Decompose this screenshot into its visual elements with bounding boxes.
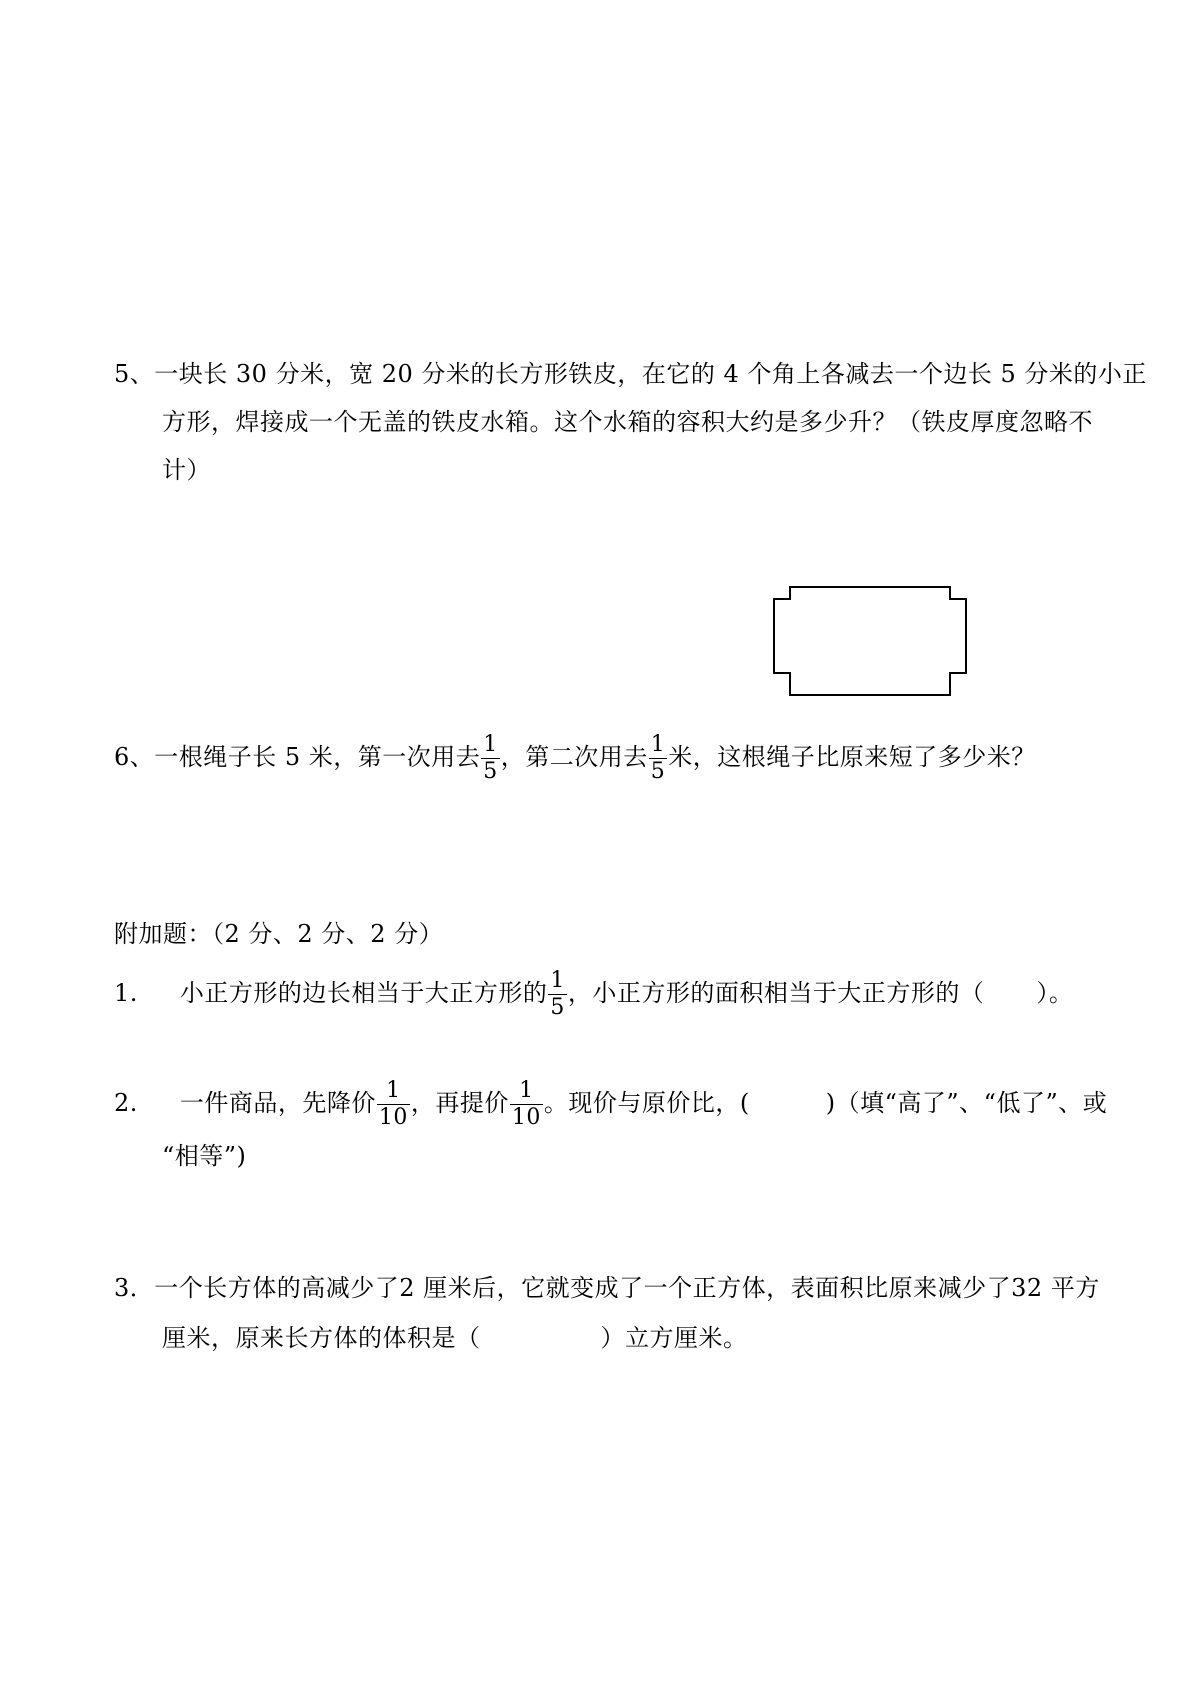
bonus-q3-text-b: ）立方厘米。 xyxy=(600,1324,748,1352)
bonus-q1-number: 1. xyxy=(114,979,138,1007)
bonus-q3-text-a: 厘米，原来长方体的体积是（ xyxy=(162,1324,481,1352)
notched-rectangle-outline xyxy=(774,587,966,695)
bonus-q2-fraction-1 xyxy=(377,1078,410,1131)
bonus-q1-text-pre: 小正方形的边长相当于大正方形的 xyxy=(179,979,548,1007)
bonus-q1-text-post-b: ）。 xyxy=(1036,979,1074,1007)
q6-fraction-2 xyxy=(649,732,668,785)
bonus-q2-fraction-1-denominator: 10 xyxy=(378,1105,408,1130)
q5-line-1: 5、一块长 30 分米，宽 20 分米的长方形铁皮，在它的 4 个角上各减去一个边长 5 分米的小正 xyxy=(114,360,1147,388)
bonus-q2-text-post-b: )（填“高了”、“低了”、或 xyxy=(825,1089,1108,1117)
bonus-q2-number: 2. xyxy=(114,1089,138,1117)
q6-fraction-1-numerator: 1 xyxy=(483,732,498,757)
q5-line-3: 计） xyxy=(162,456,211,484)
bonus-q2-line-1 xyxy=(114,1078,1107,1131)
bonus-q1-fraction xyxy=(548,968,567,1021)
bonus-q2-text-post-a: 。现价与原价比，( xyxy=(543,1089,750,1117)
q6-fraction-1 xyxy=(481,732,500,785)
bonus-heading: 附加题：（2 分、2 分、2 分） xyxy=(114,920,444,948)
bonus-q2-fraction-2-denominator: 10 xyxy=(511,1105,541,1130)
bonus-q1-text-post-a: ，小正方形的面积相当于大正方形的（ xyxy=(567,979,985,1007)
q6-text-mid: ，第二次用去 xyxy=(500,743,648,771)
bonus-q2-line-2: “相等”) xyxy=(162,1142,247,1170)
bonus-q2-fraction-2-numerator: 1 xyxy=(519,1078,534,1103)
bonus-q1-fraction-numerator: 1 xyxy=(550,968,565,993)
bonus-q2-text-mid: ，再提价 xyxy=(410,1089,509,1117)
bonus-q2-fraction-1-numerator: 1 xyxy=(386,1078,401,1103)
q6-line xyxy=(114,732,1036,785)
bonus-q2-text-pre: 一件商品，先降价 xyxy=(179,1089,376,1117)
bonus-q1-line xyxy=(114,968,1073,1021)
q6-text-post: 米，这根绳子比原来短了多少米？ xyxy=(668,743,1036,771)
q6-text-pre: 6、一根绳子长 5 米，第一次用去 xyxy=(114,743,481,771)
q6-fraction-2-denominator: 5 xyxy=(650,759,666,784)
q6-fraction-2-numerator: 1 xyxy=(650,732,666,757)
bonus-q1-fraction-denominator: 5 xyxy=(550,995,565,1020)
bonus-q3-line-1: 3．一个长方体的高减少了2 厘米后，它就变成了一个正方体，表面积比原来减少了32 平方 xyxy=(114,1274,1100,1302)
bonus-q3-line-2 xyxy=(162,1322,748,1354)
bonus-q2-fraction-2 xyxy=(510,1078,543,1131)
q5-line-2: 方形，焊接成一个无盖的铁皮水箱。这个水箱的容积大约是多少升？（铁皮厚度忽略不 xyxy=(162,408,1093,436)
q6-fraction-1-denominator: 5 xyxy=(483,759,498,784)
notched-rectangle-figure xyxy=(770,583,970,703)
